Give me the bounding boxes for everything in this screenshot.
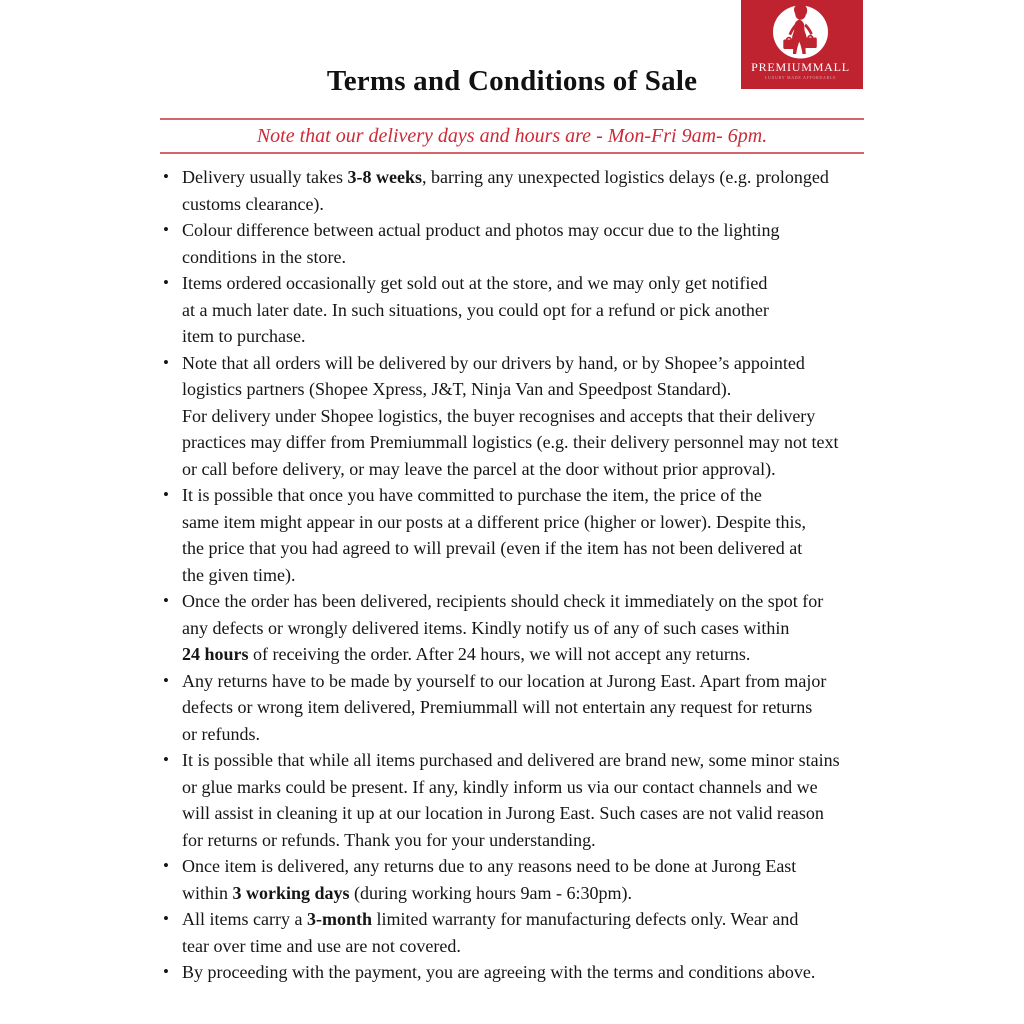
term-item xyxy=(160,959,864,986)
term-item xyxy=(160,747,864,853)
bullet-icon: • xyxy=(163,591,169,610)
term-item xyxy=(160,217,864,270)
logo-tagline: LUXURY MADE AFFORDABLE xyxy=(764,75,837,80)
divider-bottom xyxy=(160,152,864,154)
term-item-text: Any returns have to be made by yourself to our location at Jurong East. Apart from major defects or wrong item delivered, Premiummall will not entertain any request for returns or refunds. xyxy=(182,670,827,744)
bullet-icon: • xyxy=(163,670,169,690)
term-item-text: Note that all orders will be delivered by our drivers by hand, or by Shopee’s appointed logistics partners (Shopee Xpress, J&T, Ninja Van and Speedpost Standard). For delivery under Shopee logistics, the buyer recognises and accepts that their delivery practices may differ from Premiummall logistics (e.g. their delivery personnel may not text or call before delivery, or may leave the parcel at the door without prior approval). xyxy=(182,352,839,479)
term-item-text: It is possible that once you have committed to purchase the item, the price of the same item might appear in our posts at a different price (higher or lower). Despite this, the price that you had agreed to will prevail (even if the item has not been delivered at the given time). xyxy=(182,485,806,585)
term-item xyxy=(160,853,864,906)
page-title: Terms and Conditions of Sale xyxy=(326,65,698,97)
term-item xyxy=(160,270,864,350)
term-item xyxy=(160,482,864,588)
bullet-icon: • xyxy=(163,485,169,504)
bullet-icon: • xyxy=(163,909,169,928)
term-item-text: Once item is delivered, any returns due to any reasons need to be done at Jurong East within 3 working days (during working hours 9am - 6:30pm). xyxy=(182,856,797,903)
document-content xyxy=(160,0,864,986)
bullet-icon: • xyxy=(163,167,169,186)
term-item-text: All items carry a 3-month limited warranty for manufacturing defects only. Wear and tear over time and use are not covered. xyxy=(182,909,799,956)
terms-list xyxy=(160,164,864,986)
bullet-icon: • xyxy=(163,856,169,875)
logo-wordmark: PREMIUMMALL xyxy=(751,60,850,74)
term-item-text: Once the order has been delivered, recipients should check it immediately on the spot for any defects or wrongly delivered items. Kindly notify us of any of such cases within 24 hours of receiving the order. After 24 hours, we will not accept any returns. xyxy=(182,591,824,664)
term-item-text: Items ordered occasionally get sold out at the store, and we may only get notified at a much later date. In such situations, you could opt for a refund or pick another item to purchase. xyxy=(182,273,769,346)
term-item-text: It is possible that while all items purchased and delivered are brand new, some minor stains or glue marks could be present. If any, kindly inform us via our contact channels and we will assist in cleaning it up at our location in Jurong East. Such cases are not valid reason for returns or refunds. Thank you for your understanding. xyxy=(182,750,840,850)
bullet-icon: • xyxy=(163,273,169,292)
bullet-icon: • xyxy=(163,750,169,769)
bullet-icon: • xyxy=(163,352,169,372)
term-item xyxy=(160,668,864,748)
term-item xyxy=(160,588,864,668)
term-item xyxy=(160,906,864,959)
bullet-icon: • xyxy=(163,962,169,981)
bullet-icon: • xyxy=(163,220,169,239)
delivery-hours-note: Note that our delivery days and hours are - Mon-Fri 9am- 6pm. xyxy=(256,125,768,147)
term-item-text: Colour difference between actual product and photos may occur due to the lighting conditions in the store. xyxy=(182,220,780,267)
term-item-text: Delivery usually takes 3-8 weeks, barring any unexpected logistics delays (e.g. prolonged customs clearance). xyxy=(182,167,829,214)
term-item xyxy=(160,164,864,217)
term-item xyxy=(160,350,864,483)
term-item-text: By proceeding with the payment, you are agreeing with the terms and conditions above. xyxy=(182,962,816,982)
